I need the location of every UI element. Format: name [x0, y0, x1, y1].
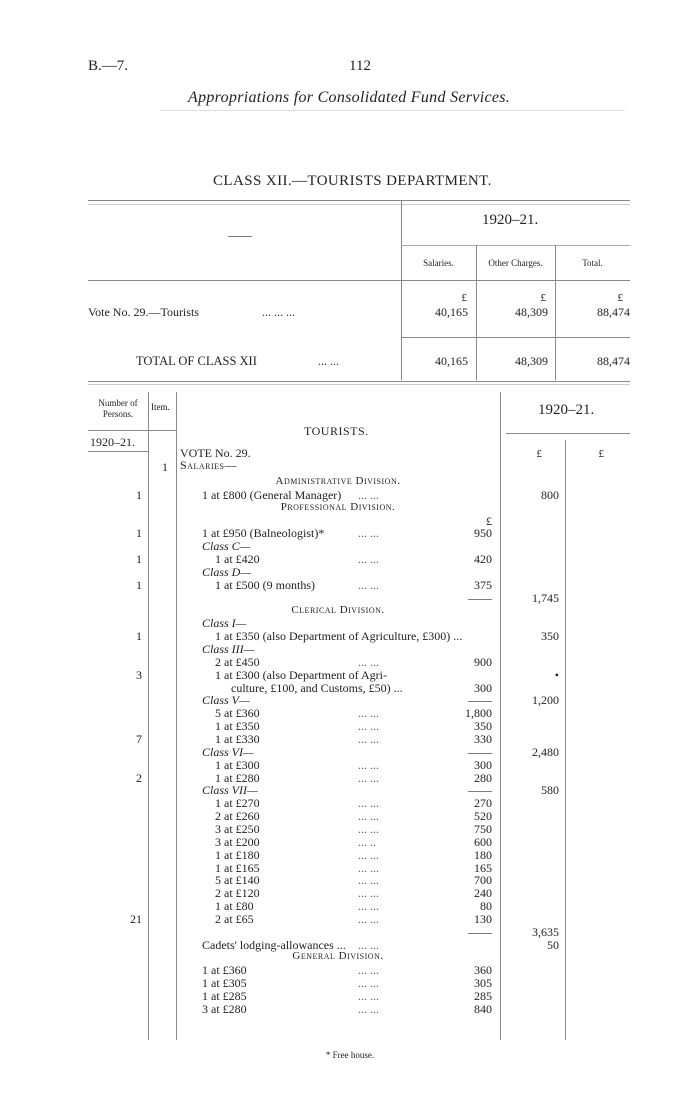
- line-description: Cadets' lodging-allowances ...: [202, 937, 346, 952]
- line-amount: 280: [474, 770, 492, 785]
- subtotal-amount: 580: [541, 783, 559, 798]
- detail-year-right: 1920–21.: [538, 402, 595, 418]
- line-amount: 750: [474, 821, 492, 836]
- line-description: 1 at £300: [215, 757, 260, 772]
- line-description: 1 at £285: [202, 989, 247, 1003]
- leader-dots: ... ...: [358, 860, 379, 875]
- line-amount: 165: [474, 860, 492, 875]
- line-description: 1 at £420: [215, 552, 260, 567]
- subtotal-amount: •: [554, 667, 559, 682]
- line-description: 2 at £450: [215, 654, 260, 669]
- class-heading: Class VI—: [202, 744, 254, 759]
- persons-count: 1: [136, 629, 142, 644]
- col-other-header: Other Charges.: [488, 258, 543, 268]
- persons-count: 1: [136, 552, 142, 567]
- line-amount: 950: [474, 526, 492, 541]
- heading-rule: [160, 110, 625, 111]
- leader-dots: ... ...: [358, 757, 379, 772]
- line-description: 1 at £500 (9 months): [215, 577, 315, 592]
- line-amount: ——: [468, 783, 492, 798]
- subtotal-amount: 1,200: [532, 693, 559, 708]
- persons-count: 2: [136, 770, 142, 785]
- line-amount: 420: [474, 552, 492, 567]
- line-description: 1 at £350 (also Department of Agriculture, £300) ...: [215, 629, 463, 644]
- line-amount: 350: [474, 719, 492, 734]
- col-total-header: Total.: [582, 258, 603, 268]
- total-total: 88,474: [597, 354, 630, 368]
- persons-count: 1: [136, 487, 142, 502]
- class-heading: Class V—: [202, 693, 250, 708]
- line-description: culture, £100, and Customs, £50) ...: [231, 680, 403, 695]
- leader-dots: ... ...: [358, 654, 379, 669]
- subtotal-amount: 50: [547, 937, 559, 952]
- line-amount: ——: [468, 693, 492, 708]
- subtotal-amount: 2,480: [532, 744, 559, 759]
- leader-dots: ... ...: [358, 937, 379, 952]
- division-heading: Administrative Division.: [275, 475, 401, 487]
- line-description: 1 at £165: [215, 860, 260, 875]
- line-amount: 600: [474, 834, 492, 849]
- leader-dots: ... ...: [358, 976, 379, 991]
- leader-dots: ... ...: [358, 770, 379, 785]
- division-heading: General Division.: [292, 950, 384, 963]
- leader-dots: ... ...: [358, 873, 379, 888]
- class-heading: Class C—: [202, 539, 251, 554]
- footnote: * Free house.: [325, 1050, 375, 1060]
- line-description: 1 at £180: [215, 847, 260, 862]
- leader-dots: ... ...: [358, 577, 379, 592]
- class-heading: Class I—: [202, 616, 247, 631]
- line-description: 1 at £950 (Balneologist)*: [202, 526, 325, 541]
- leader-dots: ... ...: [358, 963, 379, 978]
- leader-dots: ... ...: [358, 1001, 379, 1016]
- leader-dots: ... ...: [358, 899, 379, 914]
- subtotal-amount: 800: [541, 487, 559, 502]
- persons-count: 1: [136, 577, 142, 592]
- class-heading: Class VII—: [202, 783, 258, 798]
- class-heading: Class III—: [202, 642, 255, 657]
- class-heading: Class D—: [202, 564, 252, 579]
- total-label: TOTAL OF CLASS XII: [136, 354, 257, 368]
- line-amount: 520: [474, 809, 492, 824]
- leader-dots: ... ...: [358, 526, 379, 541]
- subtotal-amount: 1,745: [532, 590, 559, 605]
- line-amount: 285: [474, 989, 492, 1003]
- line-description: 1 at £800 (General Manager): [202, 487, 342, 502]
- vote-label: Vote No. 29.—Tourists: [88, 305, 199, 319]
- currency-symbol: £: [598, 448, 604, 460]
- line-amount: 270: [474, 796, 492, 811]
- line-amount: 300: [474, 757, 492, 772]
- leader-dots: ... ...: [358, 821, 379, 836]
- line-amount: 300: [474, 680, 492, 695]
- detail-year-left: 1920–21.: [90, 435, 135, 449]
- line-amount: £: [486, 513, 492, 528]
- persons-count: 7: [136, 732, 142, 746]
- persons-count: 21: [130, 911, 142, 926]
- line-description: 1 at £270: [215, 796, 260, 811]
- col-persons-header: Number of Persons.: [98, 398, 138, 419]
- page-ref: B.—7.: [88, 58, 129, 74]
- salaries-label: Salaries—: [180, 458, 237, 472]
- leader-dots: ... ...: [358, 886, 379, 901]
- line-amount: 130: [474, 911, 492, 926]
- division-heading: Professional Division.: [280, 500, 396, 513]
- line-description: 1 at £350: [215, 719, 260, 734]
- currency-symbol: £: [617, 292, 623, 304]
- leader-dots: ... ...: [358, 989, 379, 1003]
- line-description: 5 at £360: [215, 706, 260, 721]
- line-amount: ——: [468, 924, 492, 939]
- total-leader: ... ...: [318, 354, 339, 368]
- line-description: 1 at £330: [215, 732, 260, 746]
- page-heading: Appropriations for Consolidated Fund Services.: [188, 89, 511, 106]
- line-description: 1 at £280: [215, 770, 260, 785]
- line-description: 1 at £300 (also Department of Agri-: [215, 667, 387, 682]
- subtotal-amount: 3,635: [532, 924, 559, 939]
- division-heading: Clerical Division.: [291, 603, 385, 616]
- line-description: 2 at £260: [215, 809, 260, 824]
- leader-dots: ... ...: [358, 911, 379, 926]
- line-description: 1 at £80: [215, 899, 254, 914]
- leader-dots: ... ...: [358, 719, 379, 734]
- line-amount: 330: [474, 732, 492, 746]
- vote-salaries: 40,165: [435, 305, 468, 319]
- leader-dots: ... ...: [358, 732, 379, 746]
- page-number: 112: [349, 58, 371, 74]
- line-amount: 305: [474, 976, 492, 991]
- currency-symbol: £: [461, 292, 467, 304]
- line-amount: 360: [474, 963, 492, 978]
- col-item-header: Item.: [151, 402, 170, 412]
- vote-number: VOTE No. 29.: [180, 446, 251, 460]
- line-amount: 900: [474, 654, 492, 669]
- line-amount: ——: [468, 590, 492, 605]
- persons-count: 1: [136, 526, 142, 541]
- leader-dots: ... ...: [358, 796, 379, 811]
- col-salaries-header: Salaries.: [423, 258, 454, 268]
- vote-leader: ... ... ...: [262, 305, 295, 319]
- summary-title: CLASS XII.—TOURISTS DEPARTMENT.: [213, 173, 492, 189]
- line-amount: 375: [474, 577, 492, 592]
- line-amount: 80: [480, 899, 492, 914]
- line-amount: 840: [474, 1001, 492, 1016]
- line-description: 2 at £65: [215, 911, 254, 926]
- subtotal-amount: 350: [541, 629, 559, 644]
- persons-count: 3: [136, 667, 142, 682]
- summary-year: 1920–21.: [482, 212, 539, 228]
- line-description: 3 at £250: [215, 821, 260, 836]
- item-number: 1: [162, 460, 168, 474]
- line-amount: 700: [474, 873, 492, 888]
- leader-dots: ... ..: [358, 834, 376, 849]
- line-description: 1 at £360: [202, 963, 247, 978]
- leader-dots: ... ...: [358, 706, 379, 721]
- leader-dots: ... ...: [358, 487, 379, 502]
- line-amount: 240: [474, 886, 492, 901]
- line-description: 2 at £120: [215, 886, 260, 901]
- line-description: 3 at £280: [202, 1001, 247, 1016]
- vote-total: 88,474: [597, 305, 630, 319]
- line-amount: 1,800: [465, 706, 492, 721]
- line-amount: 180: [474, 847, 492, 862]
- line-amount: ——: [468, 744, 492, 759]
- vote-other: 48,309: [515, 305, 548, 319]
- line-description: 5 at £140: [215, 873, 260, 888]
- leader-dots: ... ...: [358, 809, 379, 824]
- line-description: 1 at £305: [202, 976, 247, 991]
- summary-dash: ——: [228, 228, 252, 242]
- section-title: TOURISTS.: [304, 424, 369, 438]
- currency-symbol: £: [536, 448, 542, 460]
- leader-dots: ... ...: [358, 552, 379, 567]
- leader-dots: ... ...: [358, 847, 379, 862]
- currency-symbol: £: [540, 292, 546, 304]
- total-salaries: 40,165: [435, 354, 468, 368]
- total-other: 48,309: [515, 354, 548, 368]
- line-description: 3 at £200: [215, 834, 260, 849]
